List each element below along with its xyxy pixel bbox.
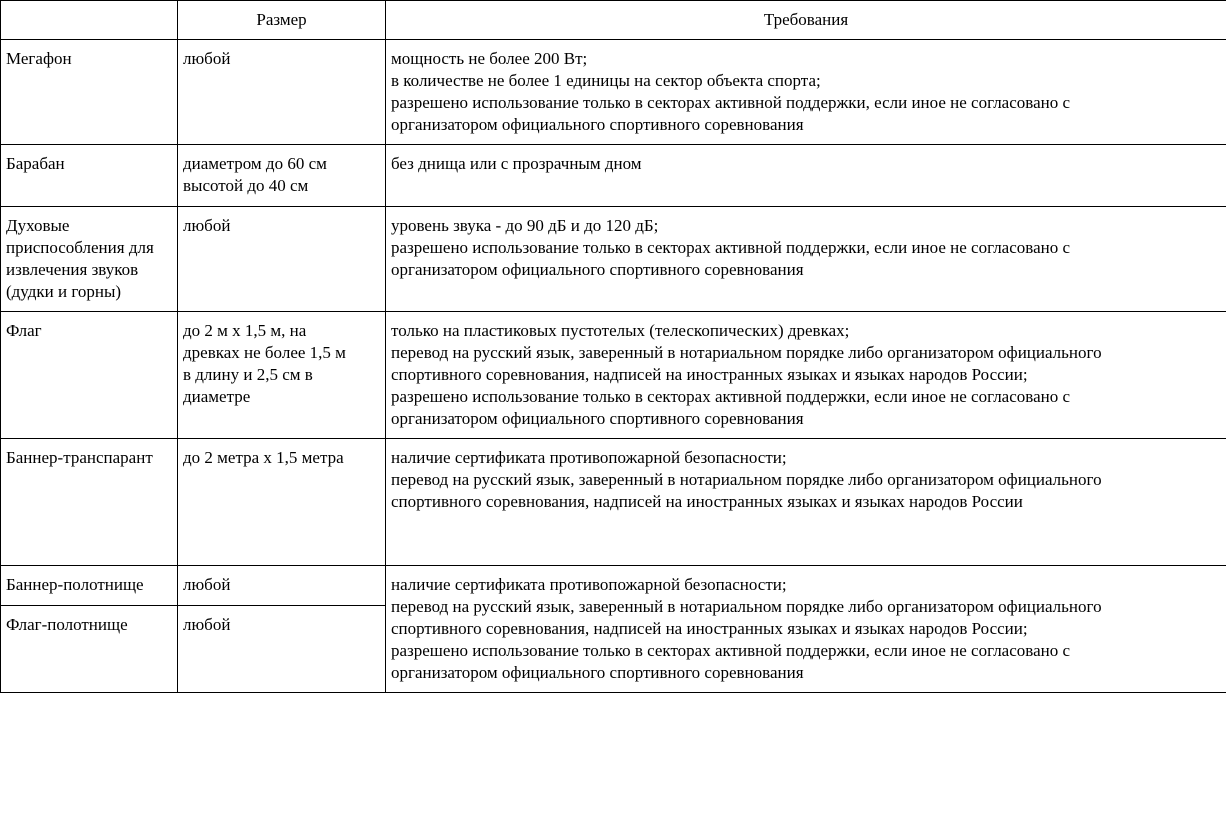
table-row [1,40,1226,145]
header-size: Размер [178,1,386,40]
item-size: любой [178,606,386,693]
table-row [1,566,1226,606]
item-requirements: наличие сертификата противопожарной безопасности; перевод на русский язык, заверенный в нотариальном порядке либо организатором официального спортивного соревнования, надписей на иностранных языках и языках народов России [386,439,1226,566]
item-requirements: мощность не более 200 Вт; в количестве не более 1 единицы на сектор объекта спорта; разрешено использование только в секторах активной поддержки, если иное не согласовано с организатором официального спортивного соревнования [386,40,1226,145]
item-size: диаметром до 60 см высотой до 40 см [178,145,386,207]
item-name: Барабан [1,145,178,207]
item-requirements: уровень звука - до 90 дБ и до 120 дБ; разрешено использование только в секторах активной поддержки, если иное не согласовано с организатором официального спортивного соревнования [386,207,1226,312]
item-requirements: только на пластиковых пустотелых (телескопических) древках; перевод на русский язык, заверенный в нотариальном порядке либо организатором официального спортивного соревнования, надписей на иностранных языках и языках народов России; разрешено использование только в секторах активной поддержки, если иное не согласовано с организатором официального спортивного соревнования [386,312,1226,439]
item-size: любой [178,566,386,606]
item-name: Мегафон [1,40,178,145]
item-size: любой [178,40,386,145]
item-requirements: без днища или с прозрачным дном [386,145,1226,207]
item-size: до 2 м х 1,5 м, на древках не более 1,5 м в длину и 2,5 см в диаметре [178,312,386,439]
item-name: Флаг [1,312,178,439]
item-size: до 2 метра х 1,5 метра [178,439,386,566]
item-name: Духовые приспособления для извлечения звуков (дудки и горны) [1,207,178,312]
item-name: Флаг-полотнище [1,606,178,693]
shared-requirements: наличие сертификата противопожарной безопасности; перевод на русский язык, заверенный в нотариальном порядке либо организатором официального спортивного соревнования, надписей на иностранных языках и языках народов России; разрешено использование только в секторах активной поддержки, если иное не согласовано с организатором официального спортивного соревнования [386,566,1226,693]
header-requirements: Требования [386,1,1226,40]
table-row [1,312,1226,439]
item-name: Баннер-полотнище [1,566,178,606]
table-row [1,145,1226,207]
header-item [1,1,178,40]
item-size: любой [178,207,386,312]
header-row [1,1,1226,40]
table-row [1,207,1226,312]
table-row [1,439,1226,566]
item-name: Баннер-транспарант [1,439,178,566]
